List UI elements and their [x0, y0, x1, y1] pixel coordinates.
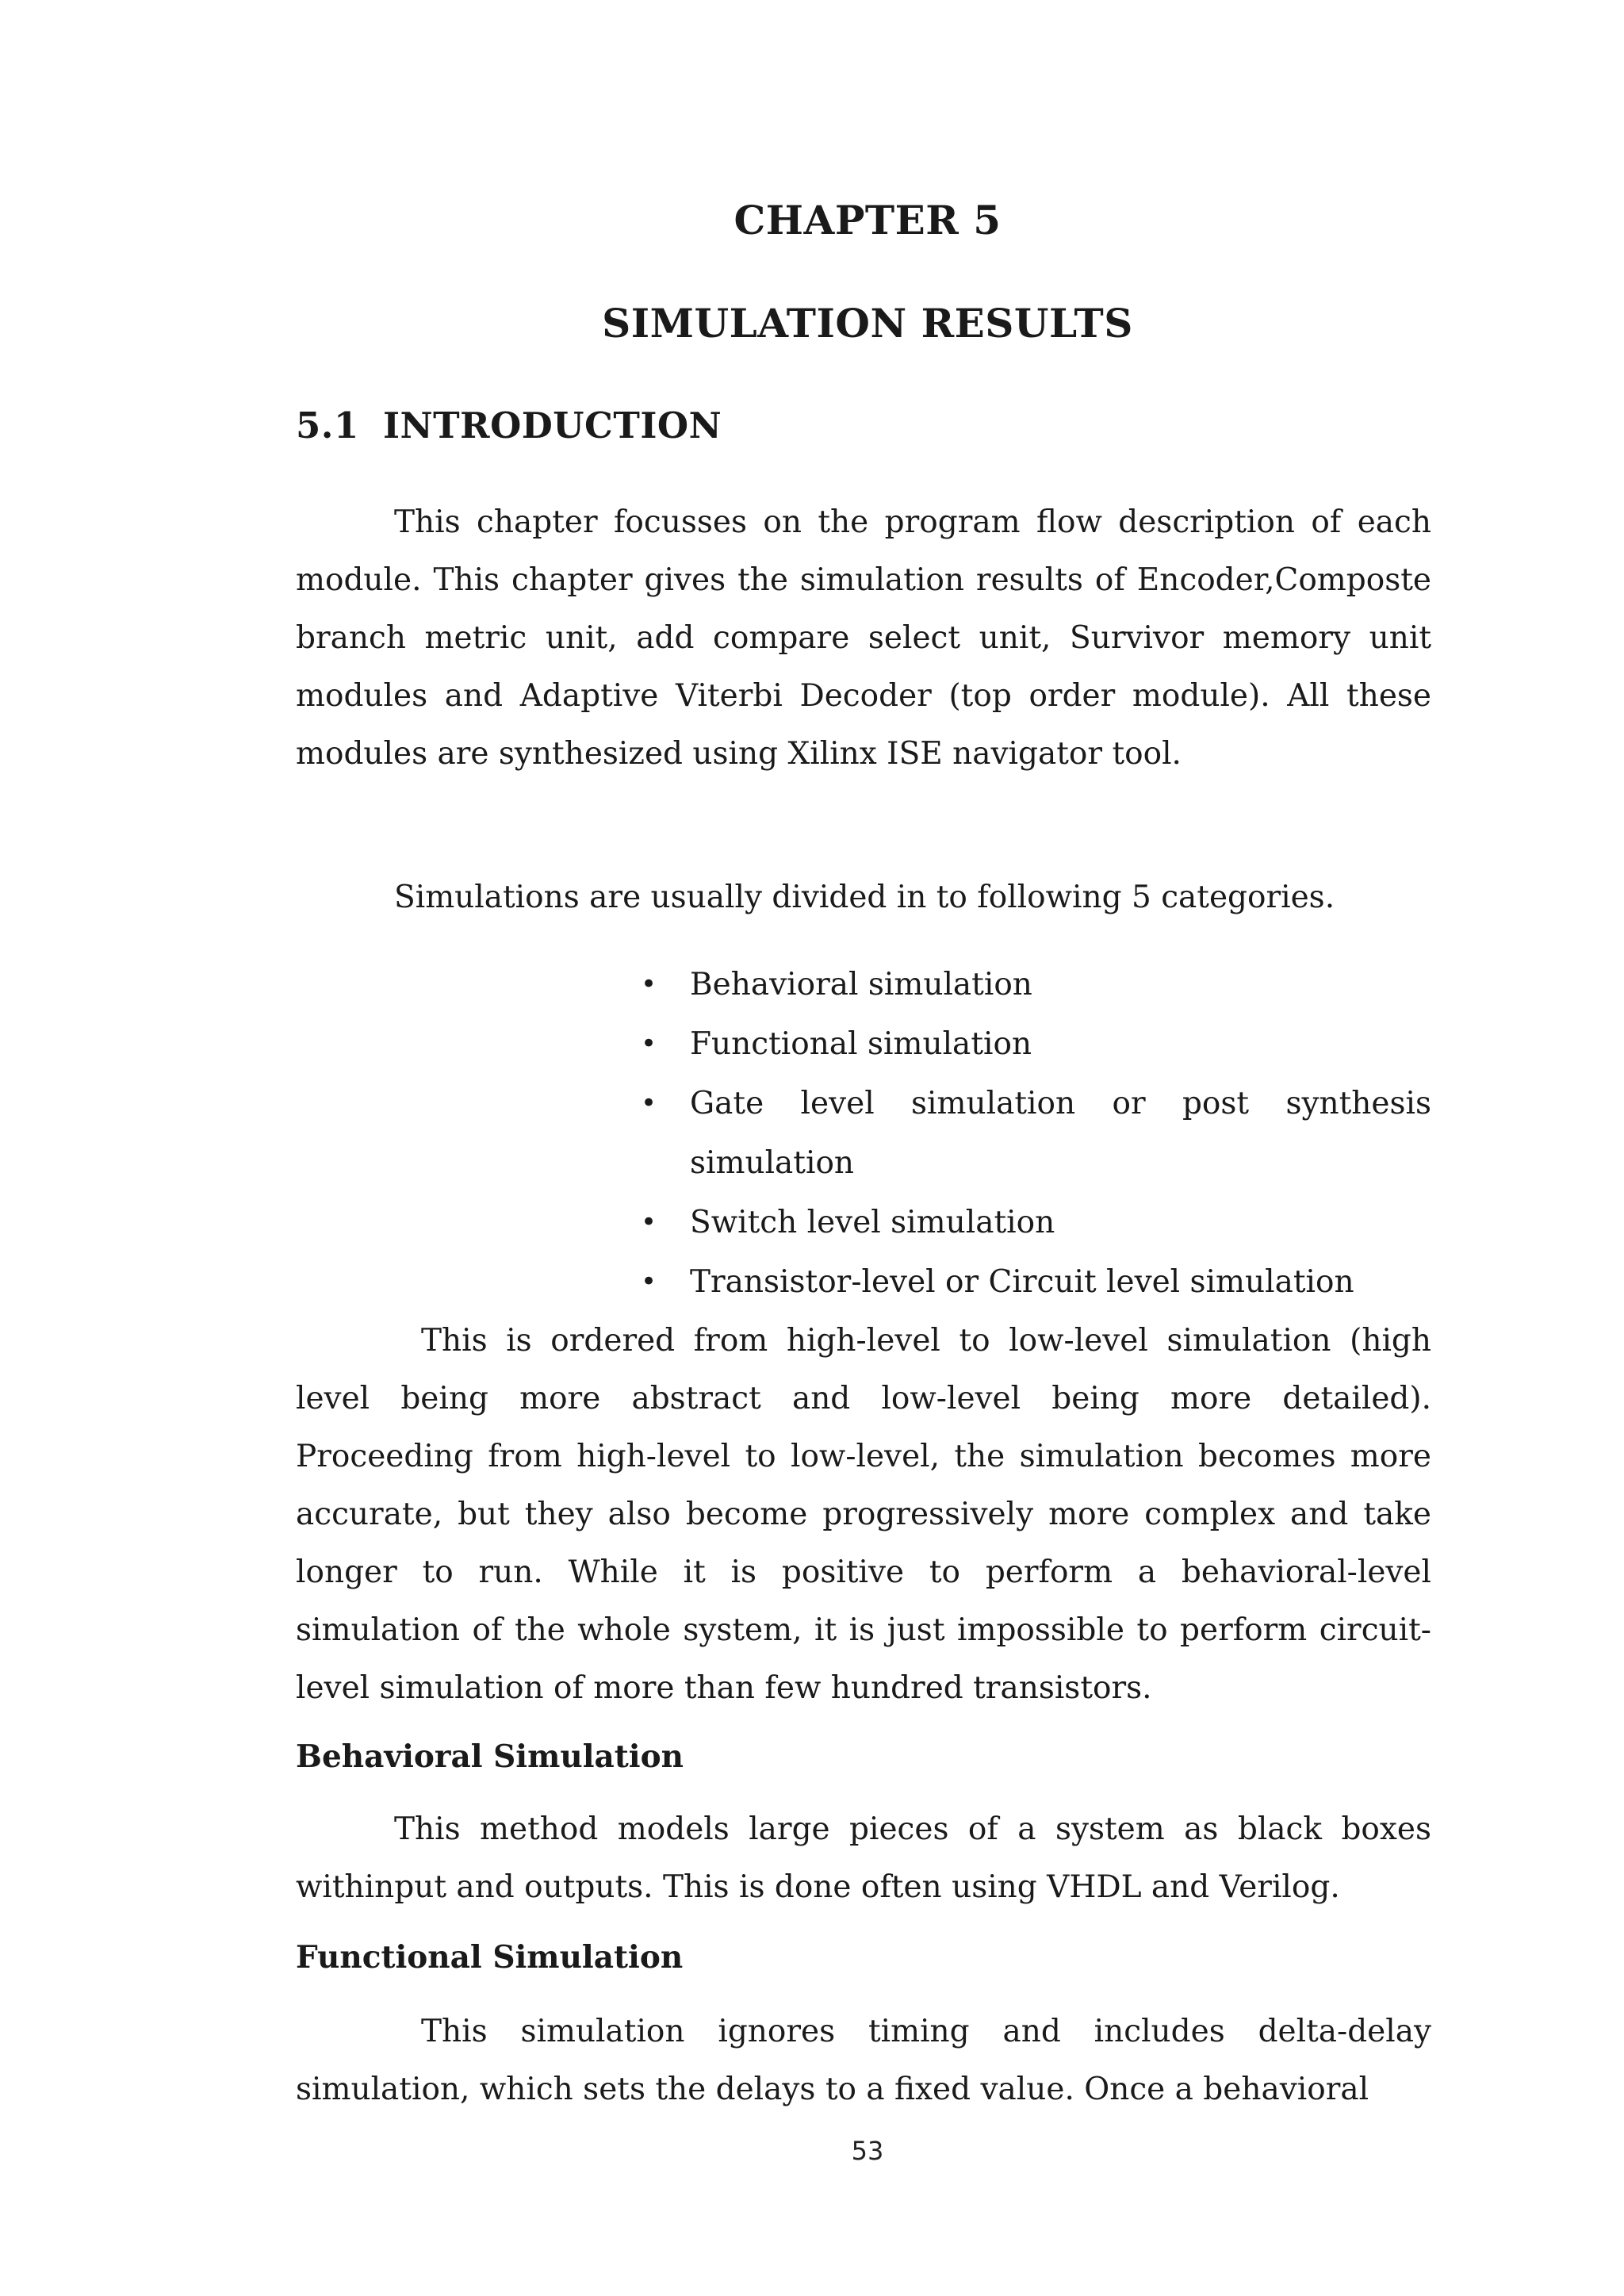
chapter-subtitle: SIMULATION RESULTS [602, 300, 1133, 347]
behavioral-subheading: Behavioral Simulation [296, 1738, 684, 1775]
bullet-icon: • [641, 1028, 657, 1060]
list-item [641, 1014, 1431, 1074]
page-number: 53 [851, 2136, 884, 2166]
list-item-text: Switch level simulation [690, 1205, 1055, 1240]
simulation-categories-list [641, 955, 1431, 1312]
list-item [641, 955, 1431, 1014]
bullet-icon: • [641, 1206, 657, 1238]
intro-paragraph: This chapter focusses on the program flow description of each module. This chapter gives the simulation results of Encoder,Composte branch metric unit, add compare select unit, Survivor memory unit modules and Adaptive Viterbi Decoder (top order module). All these modules are synthesized using Xilinx ISE navigator tool. [296, 504, 1431, 772]
behavioral-paragraph: This method models large pieces of a system as black boxes withinput and outputs. This is done often using VHDL and Verilog. [296, 1811, 1431, 1905]
list-item [641, 1193, 1431, 1252]
chapter-title: CHAPTER 5 [733, 197, 1002, 243]
section-number: 5.1 [296, 404, 359, 447]
categories-intro-paragraph: Simulations are usually divided in to following 5 categories. [394, 880, 1335, 915]
list-item-text: Functional simulation [690, 1026, 1032, 1062]
bullet-icon: • [641, 968, 657, 1000]
bullet-icon: • [641, 1266, 657, 1297]
list-item [641, 1074, 1431, 1193]
section-heading [296, 404, 722, 447]
functional-subheading: Functional Simulation [296, 1939, 684, 1976]
list-item-text: Transistor-level or Circuit level simulation [690, 1264, 1354, 1300]
list-item-text: Gate level simulation or post synthesis simulation [690, 1086, 1431, 1181]
section-title: INTRODUCTION [383, 404, 722, 447]
ordering-paragraph: This is ordered from high-level to low-level simulation (high level being more abstract and low-level being more detailed). Proceeding from high-level to low-level, the simulation becomes more accurate, but they also become progressively more complex and take longer to run. While it is positive to perform a behavioral-level simulation of the whole system, it is just impossible to perform circuit-level simulation of more than few hundred transistors. [296, 1323, 1431, 1706]
list-item-text: Behavioral simulation [690, 967, 1032, 1002]
functional-paragraph: This simulation ignores timing and includes delta-delay simulation, which sets the delays to a fixed value. Once a behavioral [296, 2014, 1431, 2107]
list-item [641, 1252, 1431, 1312]
bullet-icon: • [641, 1087, 657, 1119]
